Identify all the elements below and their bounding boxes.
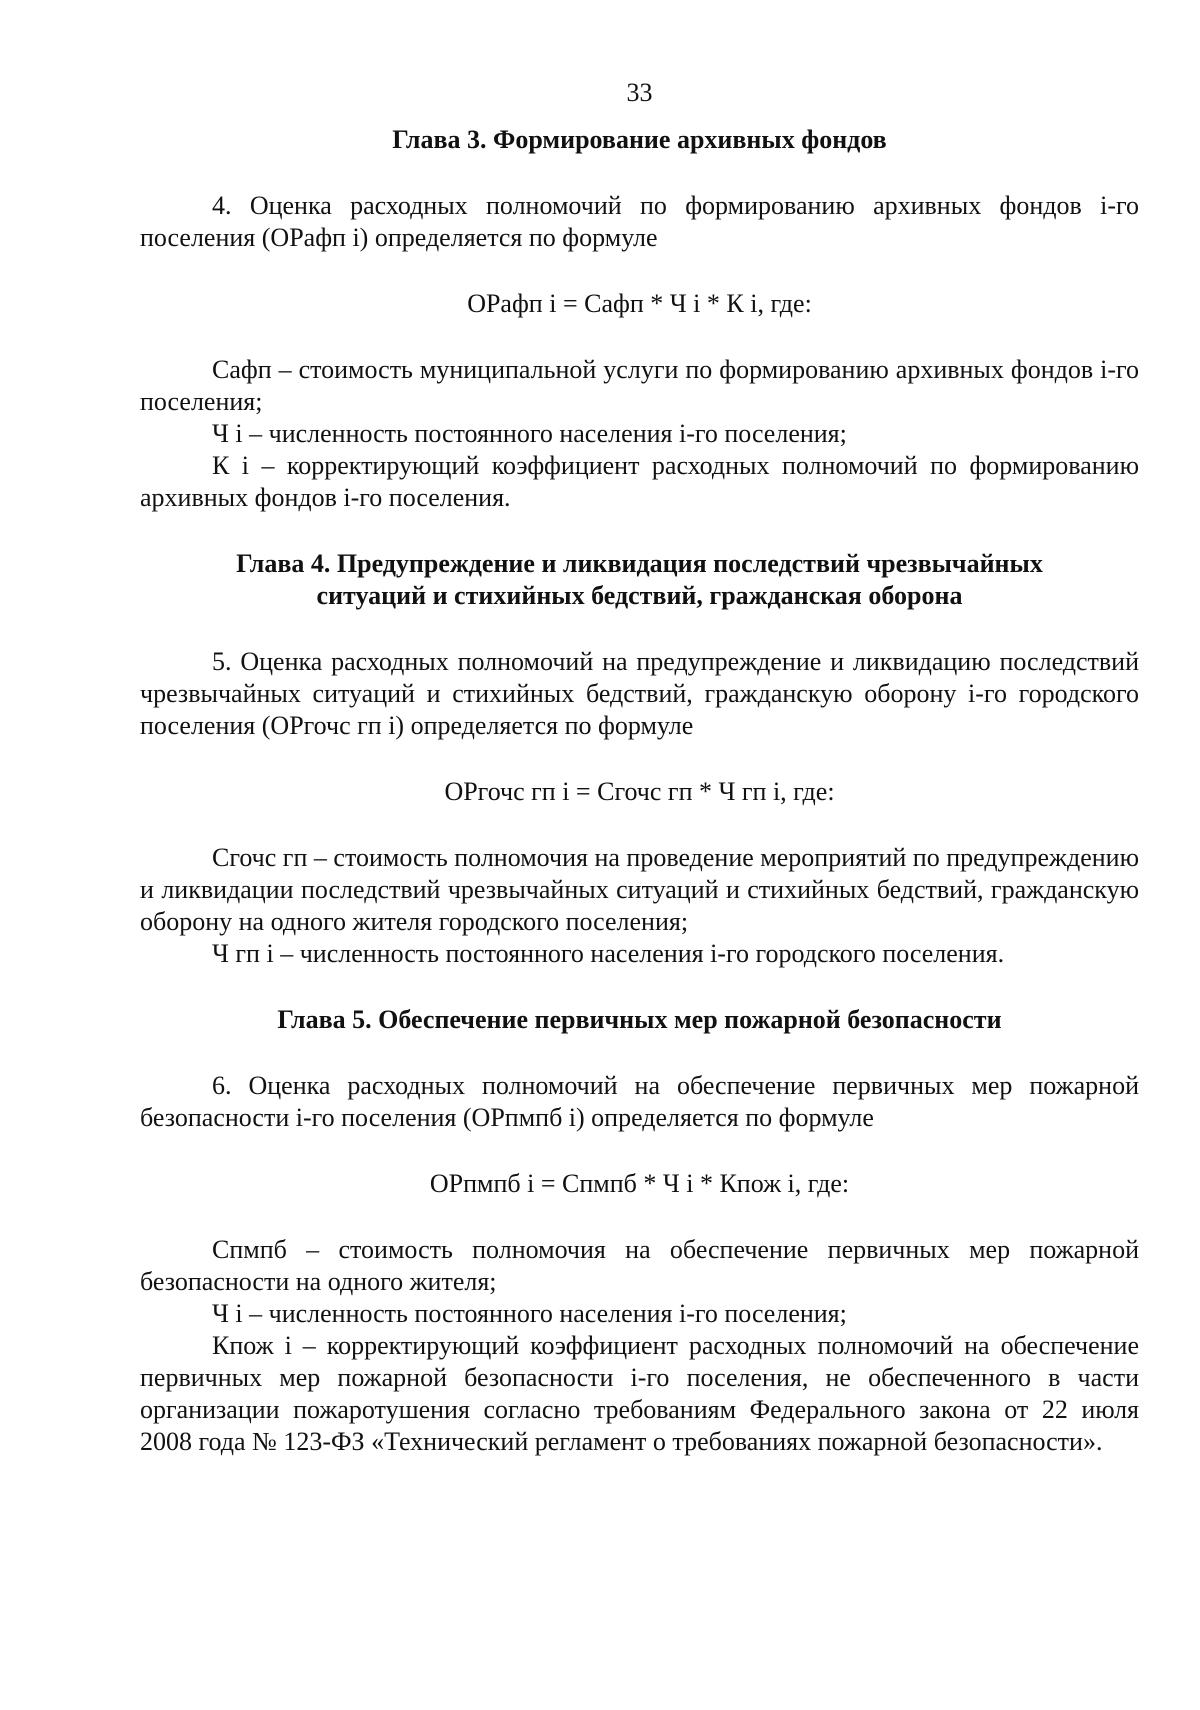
chapter-5-formula: ОРпмпб i = Спмпб * Ч i * Кпож i, где: (429, 1169, 850, 1198)
chapter-5-definition-3: Кпож i – корректирующий коэффициент расходных полномочий на обеспечение первичных мер пожарной безопасности i-го поселения, не обеспеченного в части организации пожаротушения согласно требованиям Федерального закона от 22 июля 2008 года № 123-ФЗ «Технический регламент о требованиях пожарной безопасности». (140, 1331, 1139, 1456)
chapter-5-definition-2: Ч i – численность постоянного населения i-го поселения; (212, 1299, 847, 1328)
chapter-4-definition-2: Ч гп i – численность постоянного населения i-го городского поселения. (212, 939, 1005, 968)
chapter-3-definition-3: К i – корректирующий коэффициент расходных полномочий по формированию архивных фондов i-го поселения. (140, 451, 1139, 512)
chapter-3-definition-1: Сафп – стоимость муниципальной услуги по формированию архивных фондов i-го поселения; (140, 355, 1139, 416)
chapter-4-title-line-2: ситуаций и стихийных бедствий, гражданская оборона (316, 581, 963, 610)
chapter-3-formula: ОРафп i = Сафп * Ч i * К i, где: (467, 289, 812, 318)
chapter-4-formula: ОРгочс гп i = Сгочс гп * Ч гп i, где: (444, 777, 835, 806)
chapter-3-definition-2: Ч i – численность постоянного населения i-го поселения; (212, 419, 847, 448)
chapter-3-paragraph: 4. Оценка расходных полномочий по формированию архивных фондов i-го поселения (ОРафп i) определяется по формуле (140, 191, 1139, 252)
document-page (140, 78, 1139, 1458)
chapter-4-definition-1: Сгочс гп – стоимость полномочия на проведение мероприятий по предупреждению и ликвидации последствий чрезвычайных ситуаций и стихийных бедствий, гражданскую оборону на одного жителя городского поселения; (140, 843, 1139, 936)
chapter-3-title: Глава 3. Формирование архивных фондов (392, 125, 887, 154)
page-number: 33 (626, 78, 653, 107)
chapter-4-title-line-1: Глава 4. Предупреждение и ликвидация последствий чрезвычайных (236, 549, 1043, 578)
chapter-5-title: Глава 5. Обеспечение первичных мер пожарной безопасности (277, 1005, 1002, 1034)
chapter-5-definition-1: Спмпб – стоимость полномочия на обеспечение первичных мер пожарной безопасности на одного жителя; (140, 1235, 1139, 1296)
chapter-4-paragraph: 5. Оценка расходных полномочий на предупреждение и ликвидацию последствий чрезвычайных ситуаций и стихийных бедствий, гражданскую оборону i-го городского поселения (ОРгочс гп i) определяется по формуле (140, 647, 1139, 740)
chapter-5-paragraph: 6. Оценка расходных полномочий на обеспечение первичных мер пожарной безопасности i-го поселения (ОРпмпб i) определяется по формуле (140, 1071, 1139, 1132)
